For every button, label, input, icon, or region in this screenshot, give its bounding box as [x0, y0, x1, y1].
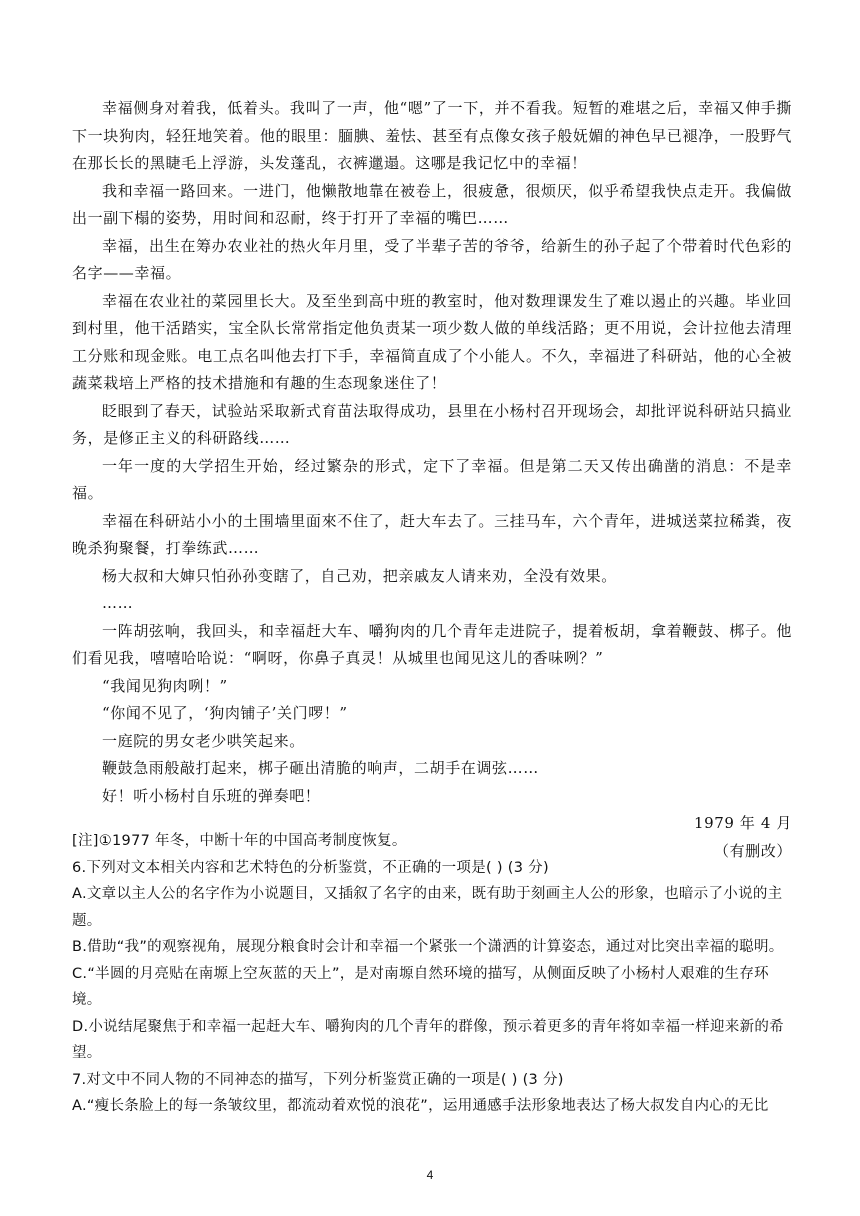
story-paragraph: …… [102, 594, 134, 612]
story-paragraph: 杨大叔和大婶只怕孙孙变瞎了，自己劝，把亲戚友人请来劝，全没有效果。 [102, 566, 617, 585]
story-paragraph: 幸福，出生在筹办农业社的热火年月里，受了半辈子苦的爷爷，给新生的孙子起了个带着时代色彩的名字——幸福。 [72, 236, 792, 282]
questions-section [72, 828, 792, 1120]
story-paragraph: 我和幸福一路回来。一进门，他懒散地靠在被卷上，很疲惫，很烦厌，似乎希望我快点走开。我偏做出一副下榻的姿势，用时间和忍耐，终于打开了幸福的嘴巴…… [72, 181, 792, 227]
story-body [72, 95, 792, 865]
story-paragraph: 鞭鼓急雨般敲打起来，梆子砸出清脆的响声，二胡手在调弦…… [102, 759, 539, 777]
page-number: 4 [426, 1168, 434, 1182]
story-paragraph: 一阵胡弦响，我回头，和幸福赶大车、嚼狗肉的几个青年走进院子，提着板胡，拿着鞭鼓、梆子。他们看见我，嘻嘻哈哈说：“啊呀，你鼻子真灵！从城里也闻见这儿的香味咧？” [72, 621, 792, 667]
story-paragraph: 幸福在农业社的菜园里长大。及至坐到高中班的教室时，他对数理课发生了难以遏止的兴趣。毕业回到村里，他干活踏实，宝全队长常常指定他负责某一项少数人做的单线活路；更不用说，会计拉他去清理工分账和现金账。电工点名叫他去打下手，幸福简直成了个小能人。不久，幸福进了科研站，他的心全被蔬菜栽培上严格的技术措施和有趣的生态现象迷住了！ [72, 291, 792, 392]
story-paragraph: 眨眼到了春天，试验站采取新式育苗法取得成功，县里在小杨村召开现场会，却批评说科研站只搞业务，是修正主义的科研路线…… [72, 401, 792, 447]
footnote: [注]①1977 年冬，中断十年的中国高考制度恢复。 [72, 833, 407, 849]
story-paragraph: 好！听小杨村自乐班的弹奏吧！ [102, 786, 321, 805]
story-paragraph: 幸福在科研站小小的土围墙里面來不住了，赶大车去了。三挂马车，六个青年，进城送菜拉稀粪，夜晚杀狗聚餐，打拳练武…… [72, 511, 792, 557]
question-6-stem: 6.下列对文本相关内容和艺术特色的分析鉴赏，不正确的一项是( ) (3 分) [72, 859, 549, 876]
story-date: 1979 年 4 月 [693, 814, 792, 832]
story-paragraph: 一年一度的大学招生开始，经过繁杂的形式，定下了幸福。但是第二天又传出确凿的消息：不是幸福。 [72, 456, 792, 502]
question-7-stem: 7.对文中不同人物的不同神态的描写，下列分析鉴赏正确的一项是( ) (3 分) [72, 1071, 564, 1088]
question-6-option-b: B.借助“我”的观察视角，展现分粮食时会计和幸福一个紧张一个潇洒的计算姿态，通过对比突出幸福的聪明。 [72, 939, 784, 955]
question-6-option-d: D.小说结尾聚焦于和幸福一起赶大车、嚼狗肉的几个青年的群像，预示着更多的青年将如幸福一样迎来新的希望。 [72, 1018, 784, 1061]
story-paragraph: “你闻不见了，‘狗肉铺子’关门啰！” [102, 704, 348, 722]
story-paragraph: “我闻见狗肉咧！” [102, 676, 228, 695]
question-6-option-c: C.“半圆的月亮贴在南塬上空灰蓝的天上”，是对南塬自然环境的描写，从侧面反映了小杨村人艰难的生存环境。 [72, 965, 769, 1008]
edit-note: （有删改） [713, 841, 792, 860]
story-paragraph: 幸福侧身对着我，低着头。我叫了一声，他“嗯”了一下，并不看我。短暂的难堪之后，幸福又伸手撕下一块狗肉，轻狂地笑着。他的眼里：腼腆、羞怯、甚至有点像女孩子般妩媚的神色早已褪净，一股野气在那长长的黑睫毛上浮游，头发蓬乱，衣裤邋遢。这哪是我记忆中的幸福！ [72, 99, 792, 172]
question-7-option-a: A.“瘦长条脸上的每一条皱纹里，都流动着欢悦的浪花”，运用通感手法形象地表达了杨大叔发自内心的无比 [72, 1098, 769, 1114]
story-paragraph: 一庭院的男女老少哄笑起来。 [102, 731, 305, 750]
question-6-option-a: A.文章以主人公的名字作为小说题目，又插叙了名字的由来，既有助于刻画主人公的形象，也暗示了小说的主题。 [72, 886, 783, 929]
